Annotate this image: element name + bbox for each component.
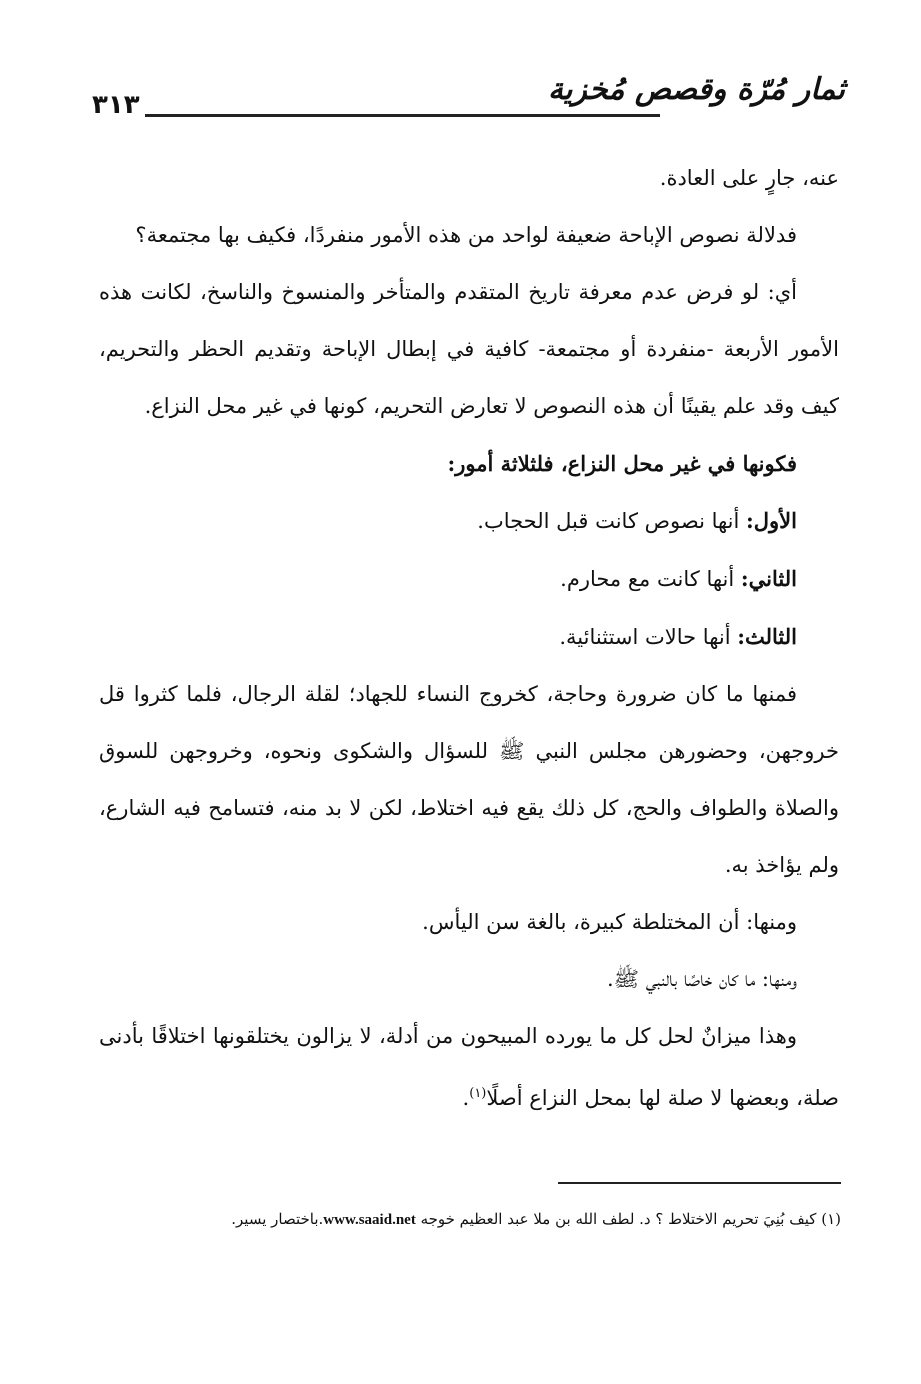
footnote-website: www.saaid.net	[323, 1212, 416, 1228]
page-number: ٣١٣	[92, 90, 140, 120]
footnote-reference: (١)	[469, 1086, 487, 1101]
page-header	[60, 62, 845, 132]
paragraph: فمنها ما كان ضرورة وحاجة، كخروج النساء للجهاد؛ لقلة الرجال، فلما كثروا قل خروجهن، وحضورهن مجلس النبي ﷺ للسؤال والشكوى ونحوه، وخروجهن للسوق والصلاة والطواف والحج، كل ذلك يقع فيه اختلاط، لكن لا بد منه، فتسامح فيه الشارع، ولم يؤاخذ به.	[99, 682, 839, 877]
footnote	[96, 1205, 841, 1234]
list-item	[99, 492, 839, 550]
header-rule	[145, 114, 660, 117]
paragraph: ومنها: ما كان خاصًا بالنبي ﷺ.	[606, 967, 797, 991]
item-label: الثالث:	[737, 624, 797, 649]
paragraph: ومنها: أن المختلطة كبيرة، بالغة سن اليأس.	[422, 910, 797, 934]
item-label: الثاني:	[740, 566, 797, 591]
list-item	[99, 550, 839, 608]
item-text: أنها كانت مع محارم.	[560, 567, 741, 591]
item-text: أنها نصوص كانت قبل الحجاب.	[477, 509, 747, 533]
footnote-text-end: .باختصار يسير.	[231, 1210, 324, 1228]
section-intro: فكونها في غير محل النزاع، فلثلاثة أمور:	[447, 451, 797, 476]
footnote-divider	[558, 1182, 841, 1184]
list-item	[99, 608, 839, 666]
paragraph: عنه، جارٍ على العادة.	[659, 166, 839, 190]
item-text: أنها حالات استثنائية.	[559, 625, 738, 649]
item-label: الأول:	[746, 508, 797, 533]
paragraph: فدلالة نصوص الإباحة ضعيفة لواحد من هذه الأمور منفردًا، فكيف بها مجتمعة؟	[135, 223, 797, 247]
page-body	[99, 150, 839, 1127]
last-paragraph-text: وهذا ميزانٌ لحل كل ما يورده المبيحون من أدلة، لا يزالون يختلقونها اختلاقًا بأدنى صلة، وبعضها لا صلة لها بمحل النزاع أصلًا	[99, 1024, 839, 1110]
footnote-text: كيف بُنِيَ تحريم الاختلاط ؟ د. لطف الله بن ملا عبد العظيم خوجه	[415, 1210, 822, 1228]
book-title: ثمار مُرّة وقصص مُخزية	[547, 72, 845, 107]
paragraph: وهذا ميزانٌ لحل كل ما يورده المبيحون من أدلة، لا يزالون يختلقونها اختلاقًا بأدنى صلة، وبعضها لا صلة لها بمحل النزاع أصلًا$^{(١)}$.	[99, 1024, 839, 1110]
footnote-number: (١)	[821, 1210, 841, 1228]
paragraph: أي: لو فرض عدم معرفة تاريخ المتقدم والمتأخر والمنسوخ والناسخ، لكانت هذه الأمور الأربعة -منفردة أو مجتمعة- كافية في إبطال الإباحة وتقديم الحظر والتحريم، كيف وقد علم يقينًا أن هذه النصوص لا تعارض التحريم، كونها في غير محل النزاع.	[99, 280, 839, 418]
